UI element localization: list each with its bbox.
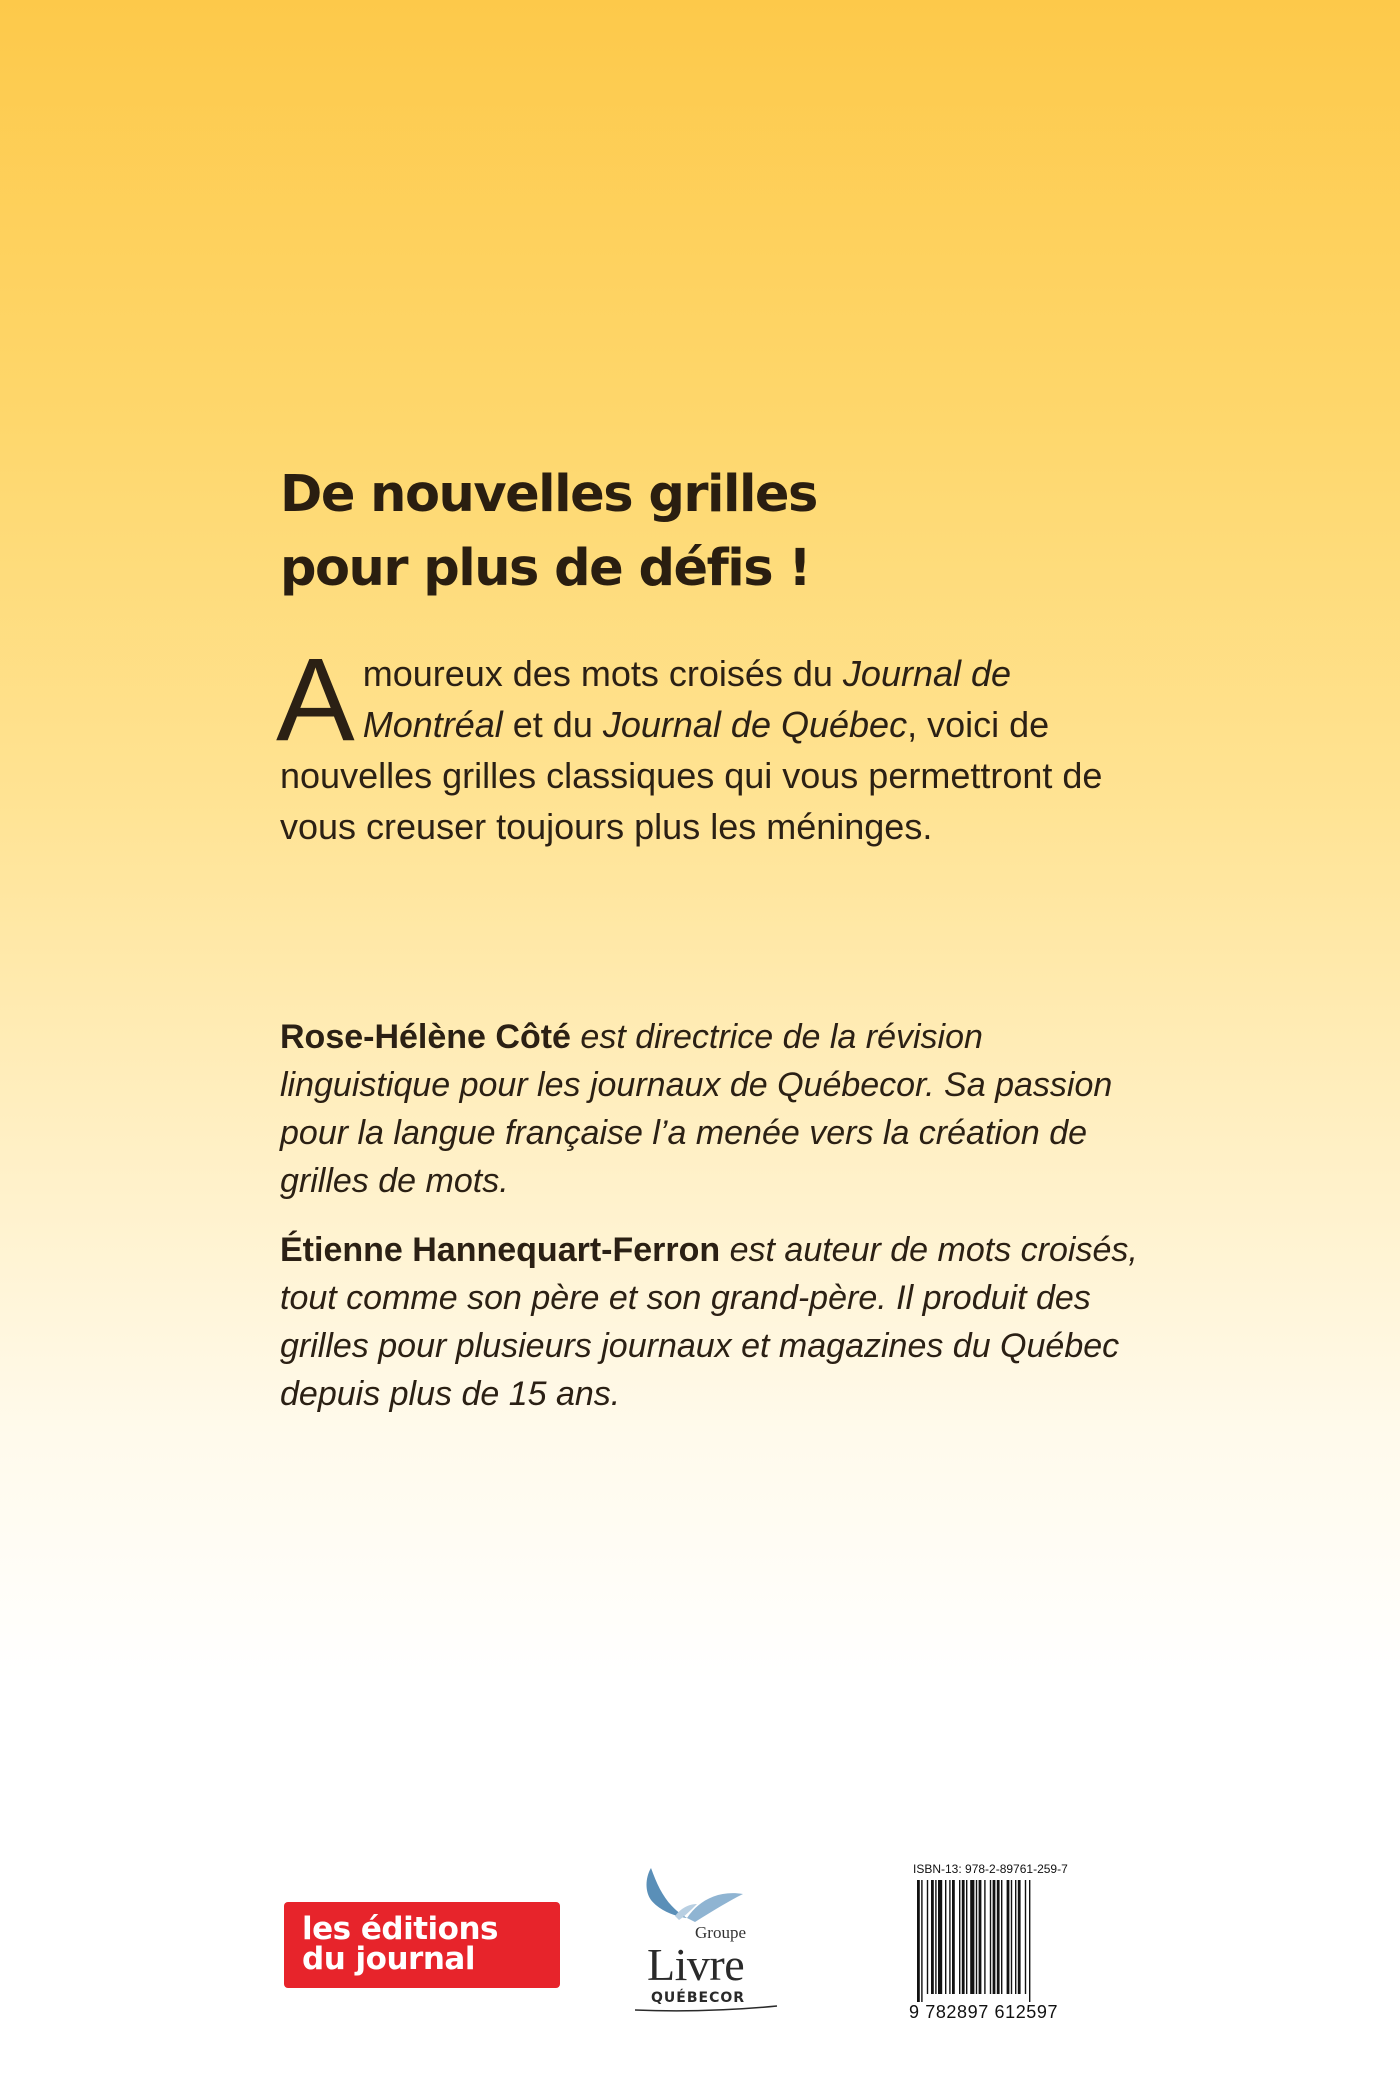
barcode-bar: [979, 1880, 982, 1994]
author-name: Étienne Hannequart-Ferron: [280, 1231, 721, 1269]
barcode-bar: [1001, 1880, 1002, 1994]
barcode-bar: [931, 1880, 934, 1994]
barcode-bar: [970, 1880, 974, 1994]
barcode-bar: [1011, 1880, 1012, 1994]
isbn-barcode: [907, 1860, 1075, 2026]
drop-cap: A: [276, 634, 355, 766]
author-bio-text: est directrice de la révision linguistique pour les journaux de Québecor. Sa passion pour la langue française l’a menée vers la création de grilles de mots.: [280, 1018, 1113, 1200]
publisher-logo-line-1: les éditions: [302, 1911, 498, 1947]
barcode-bar: [993, 1880, 996, 1994]
author-bio-rose-helene: [280, 1013, 1160, 1205]
intro-text-3: , voici de nouvelles grilles classiques qui vous permettront de vous creuser toujours plus les méninges.: [280, 704, 1103, 847]
barcode-bar: [976, 1880, 977, 1994]
barcode-bar: [927, 1880, 928, 1994]
group-logo-quebecor: QUÉBECOR: [651, 1990, 746, 2006]
headline: [280, 458, 1180, 606]
publisher-logo-line-2: du journal: [302, 1941, 475, 1977]
barcode-bar: [935, 1880, 936, 1994]
barcode-bar: [938, 1880, 942, 1994]
barcode-bar: [917, 1880, 920, 2002]
group-logo-livre: Livre: [647, 1939, 745, 1990]
journal-quebec-title: Journal de Québec: [602, 704, 908, 745]
barcode-bar: [945, 1880, 946, 1994]
author-bio-etienne: [280, 1226, 1160, 1418]
journal-montreal-title: Journal de Montréal: [362, 653, 1012, 745]
barcode-bars: [915, 1880, 1067, 2002]
headline-line-2: pour plus de défis !: [280, 539, 811, 598]
author-bio-text: est auteur de mots croisés, tout comme son père et son grand-père. Il produit des grilles pour plusieurs journaux et magazines du Québec depuis plus de 15 ans.: [280, 1231, 1138, 1413]
barcode-bar: [1015, 1880, 1016, 1994]
barcode-bar: [921, 1880, 922, 2002]
barcode-bar: [997, 1880, 1000, 1994]
barcode-bar: [952, 1880, 955, 1994]
intro-paragraph: [276, 634, 1160, 852]
barcode-bar: [1025, 1880, 1026, 1994]
barcode-bar: [962, 1880, 965, 1994]
barcode-digits: 9 782897 612597: [909, 2002, 1059, 2022]
barcode-bar: [1029, 1880, 1030, 2002]
intro-text-2: et du: [502, 704, 603, 745]
publisher-logo: [284, 1902, 560, 1988]
barcode-bar: [949, 1880, 950, 1994]
intro-text-1: moureux des mots croisés du: [362, 653, 843, 694]
barcode-bar: [1018, 1880, 1021, 1994]
headline-line-1: De nouvelles grilles: [280, 465, 817, 524]
groupe-livre-quebecor-logo: [615, 1860, 790, 2020]
barcode-bar: [1007, 1880, 1010, 1994]
group-logo-groupe: Groupe: [695, 1923, 746, 1942]
isbn-label: ISBN-13: 978-2-89761-259-7: [913, 1862, 1068, 1876]
barcode-bar: [959, 1880, 960, 1994]
barcode-bar: [966, 1880, 967, 1994]
barcode-bar: [990, 1880, 991, 1994]
barcode-bar: [984, 1880, 985, 1994]
author-name: Rose-Hélène Côté: [280, 1018, 571, 1056]
